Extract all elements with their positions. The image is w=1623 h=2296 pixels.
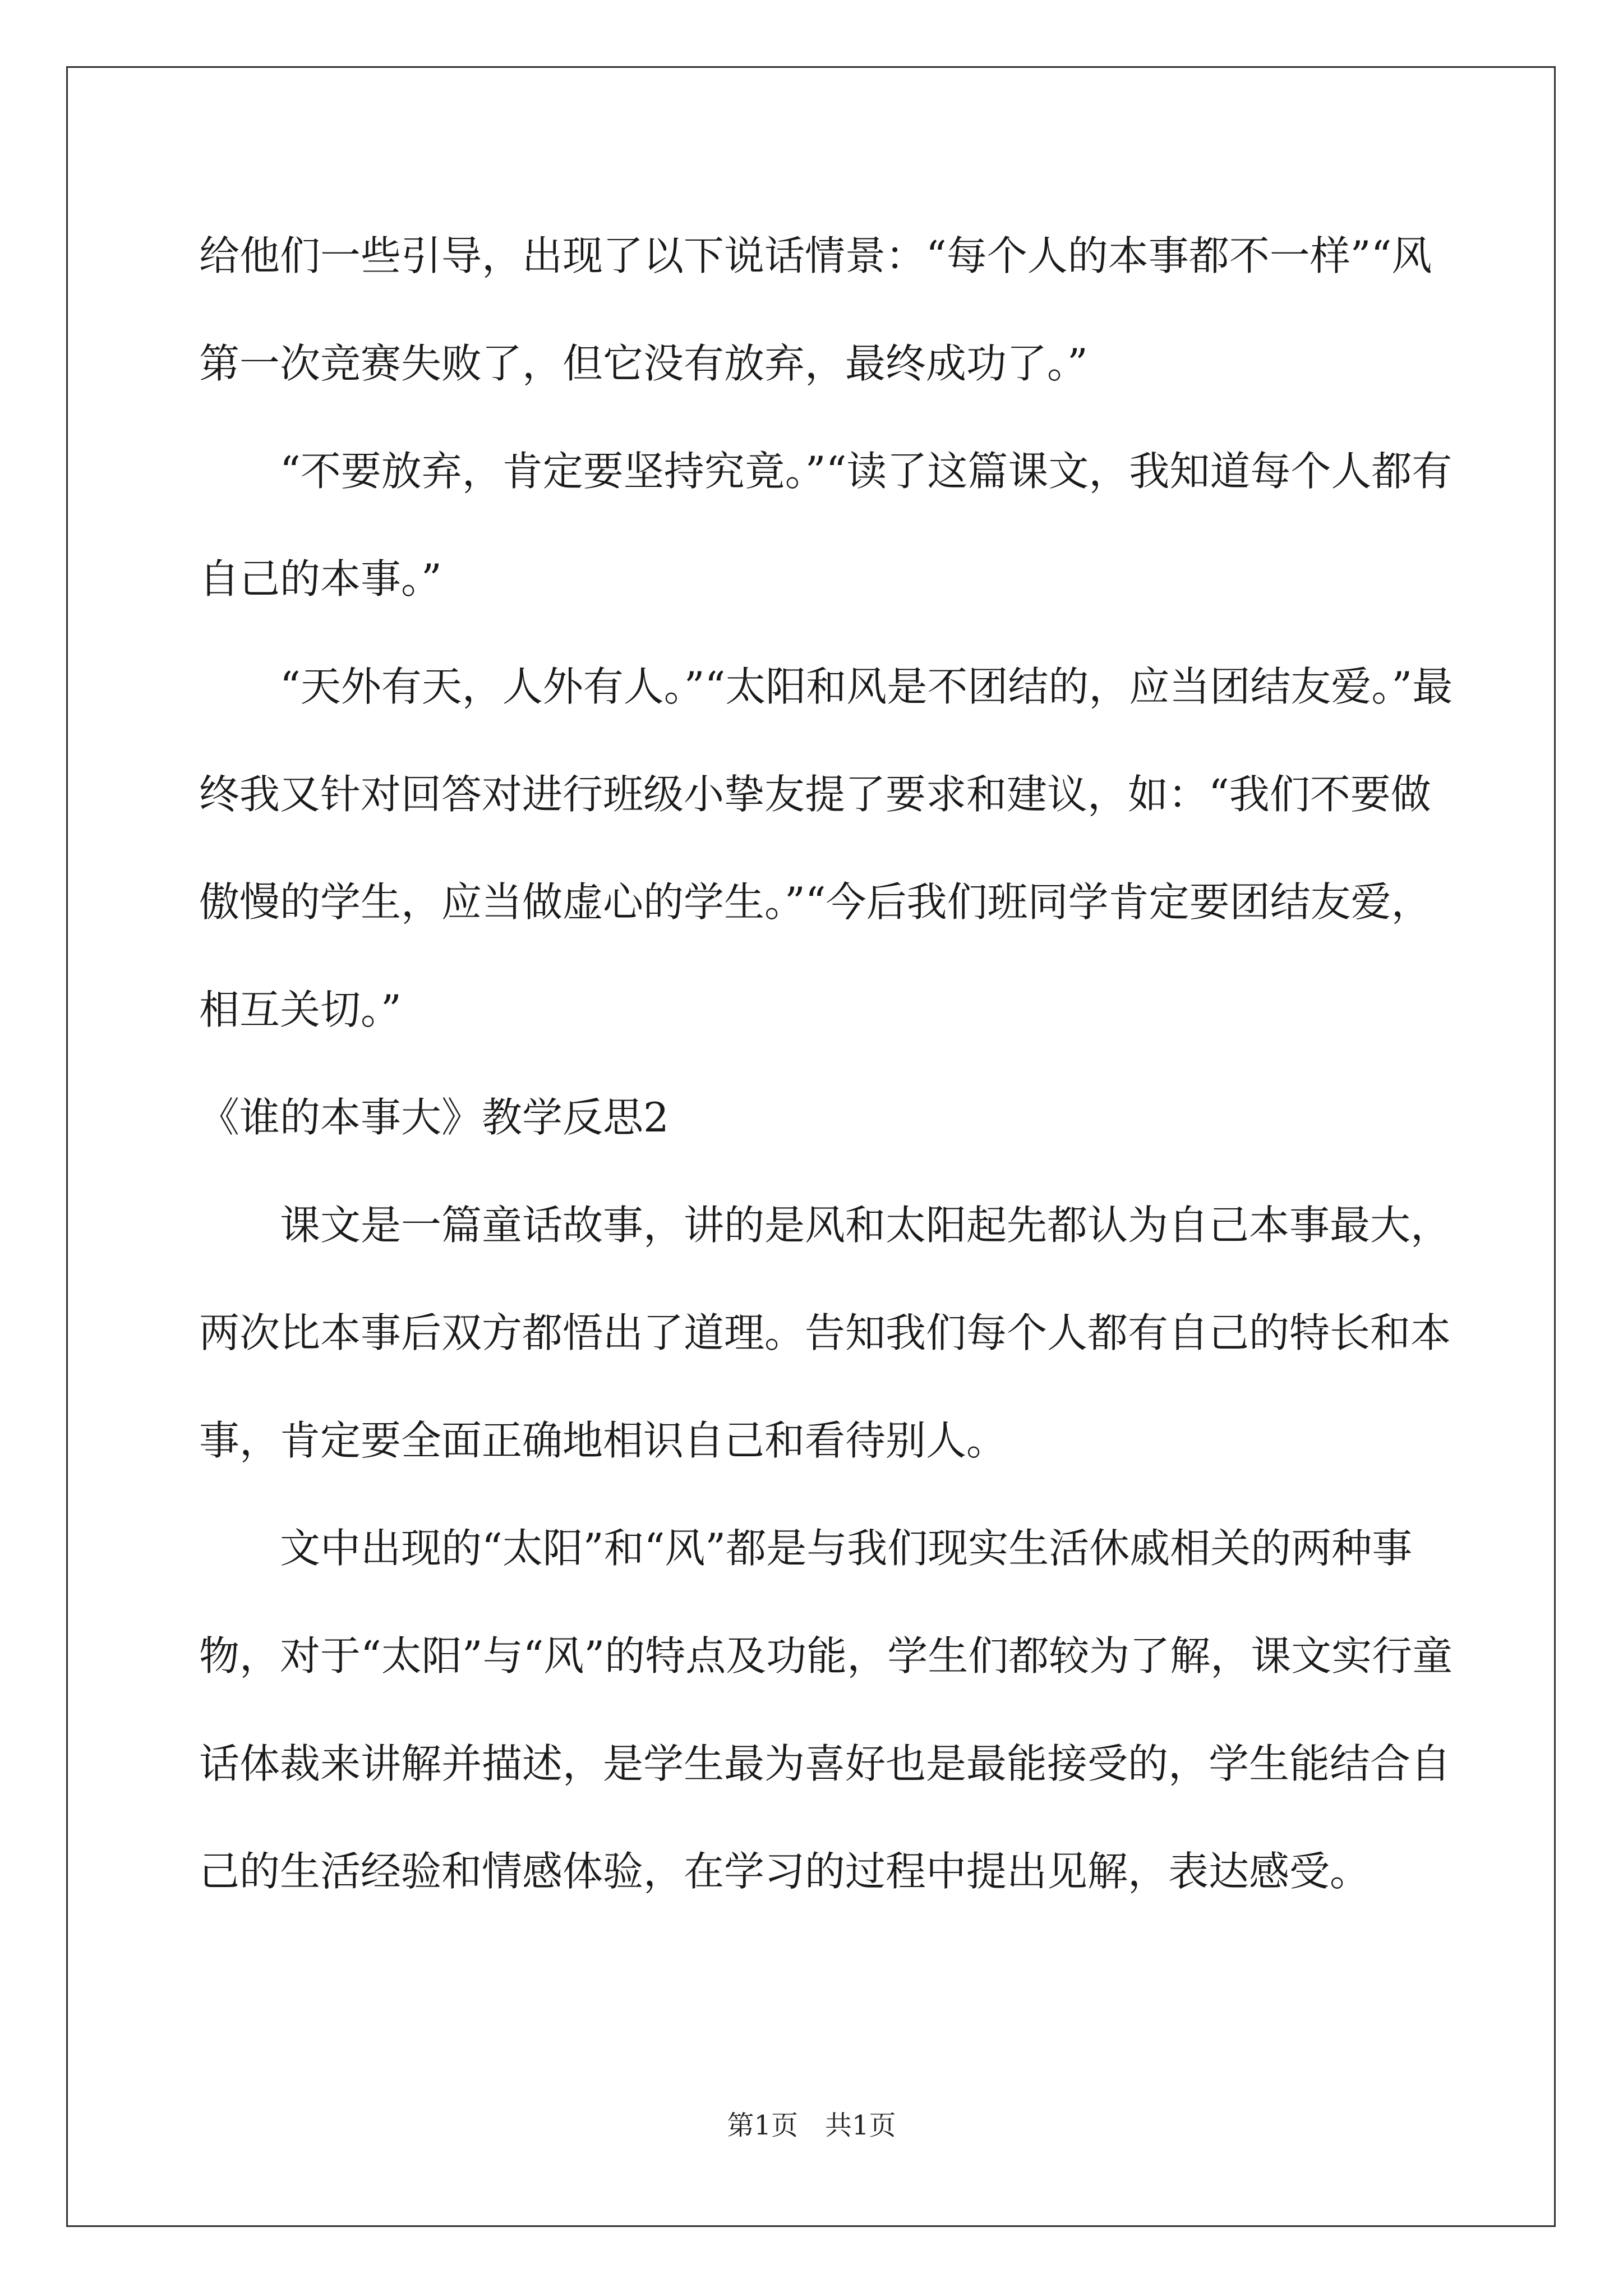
document-body	[199, 202, 1455, 1925]
paragraph-continuation: 给他们一些引导，出现了以下说话情景：“每个人的本事都不一样”“风第一次竞赛失败了，但它没有放弃，最终成功了。”	[199, 232, 1432, 387]
paragraph-summary: 课文是一篇童话故事，讲的是风和太阳起先都认为自己本事最大，两次比本事后双方都悟出了道理。告知我们每个人都有自己的特长和本事，肯定要全面正确地相识自己和看待别人。	[199, 1202, 1451, 1464]
paragraph-quotes-2: “天外有天，人外有人。”“太阳和风是不团结的，应当团结友爱。”最终我又针对回答对进行班级小挚友提了要求和建议，如：“我们不要做傲慢的学生，应当做虚心的学生。”“今后我们班同学肯定要团结友爱，相互关切。”	[199, 663, 1453, 1033]
page-footer: 第1页 共1页	[727, 2110, 896, 2141]
paragraph-analysis: 文中出现的“太阳”和“风”都是与我们现实生活休戚相关的两种事物，对于“太阳”与“风”的特点及功能，学生们都较为了解，课文实行童话体裁来讲解并描述，是学生最为喜好也是最能接受的，学生能结合自己的生活经验和情感体验，在学习的过程中提出见解，表达感受。	[199, 1525, 1453, 1895]
paragraph-quotes-1: “不要放弃，肯定要坚持究竟。”“读了这篇课文，我知道每个人都有自己的本事。”	[199, 448, 1453, 602]
section-heading: 《谁的本事大》教学反思2	[199, 1094, 669, 1141]
